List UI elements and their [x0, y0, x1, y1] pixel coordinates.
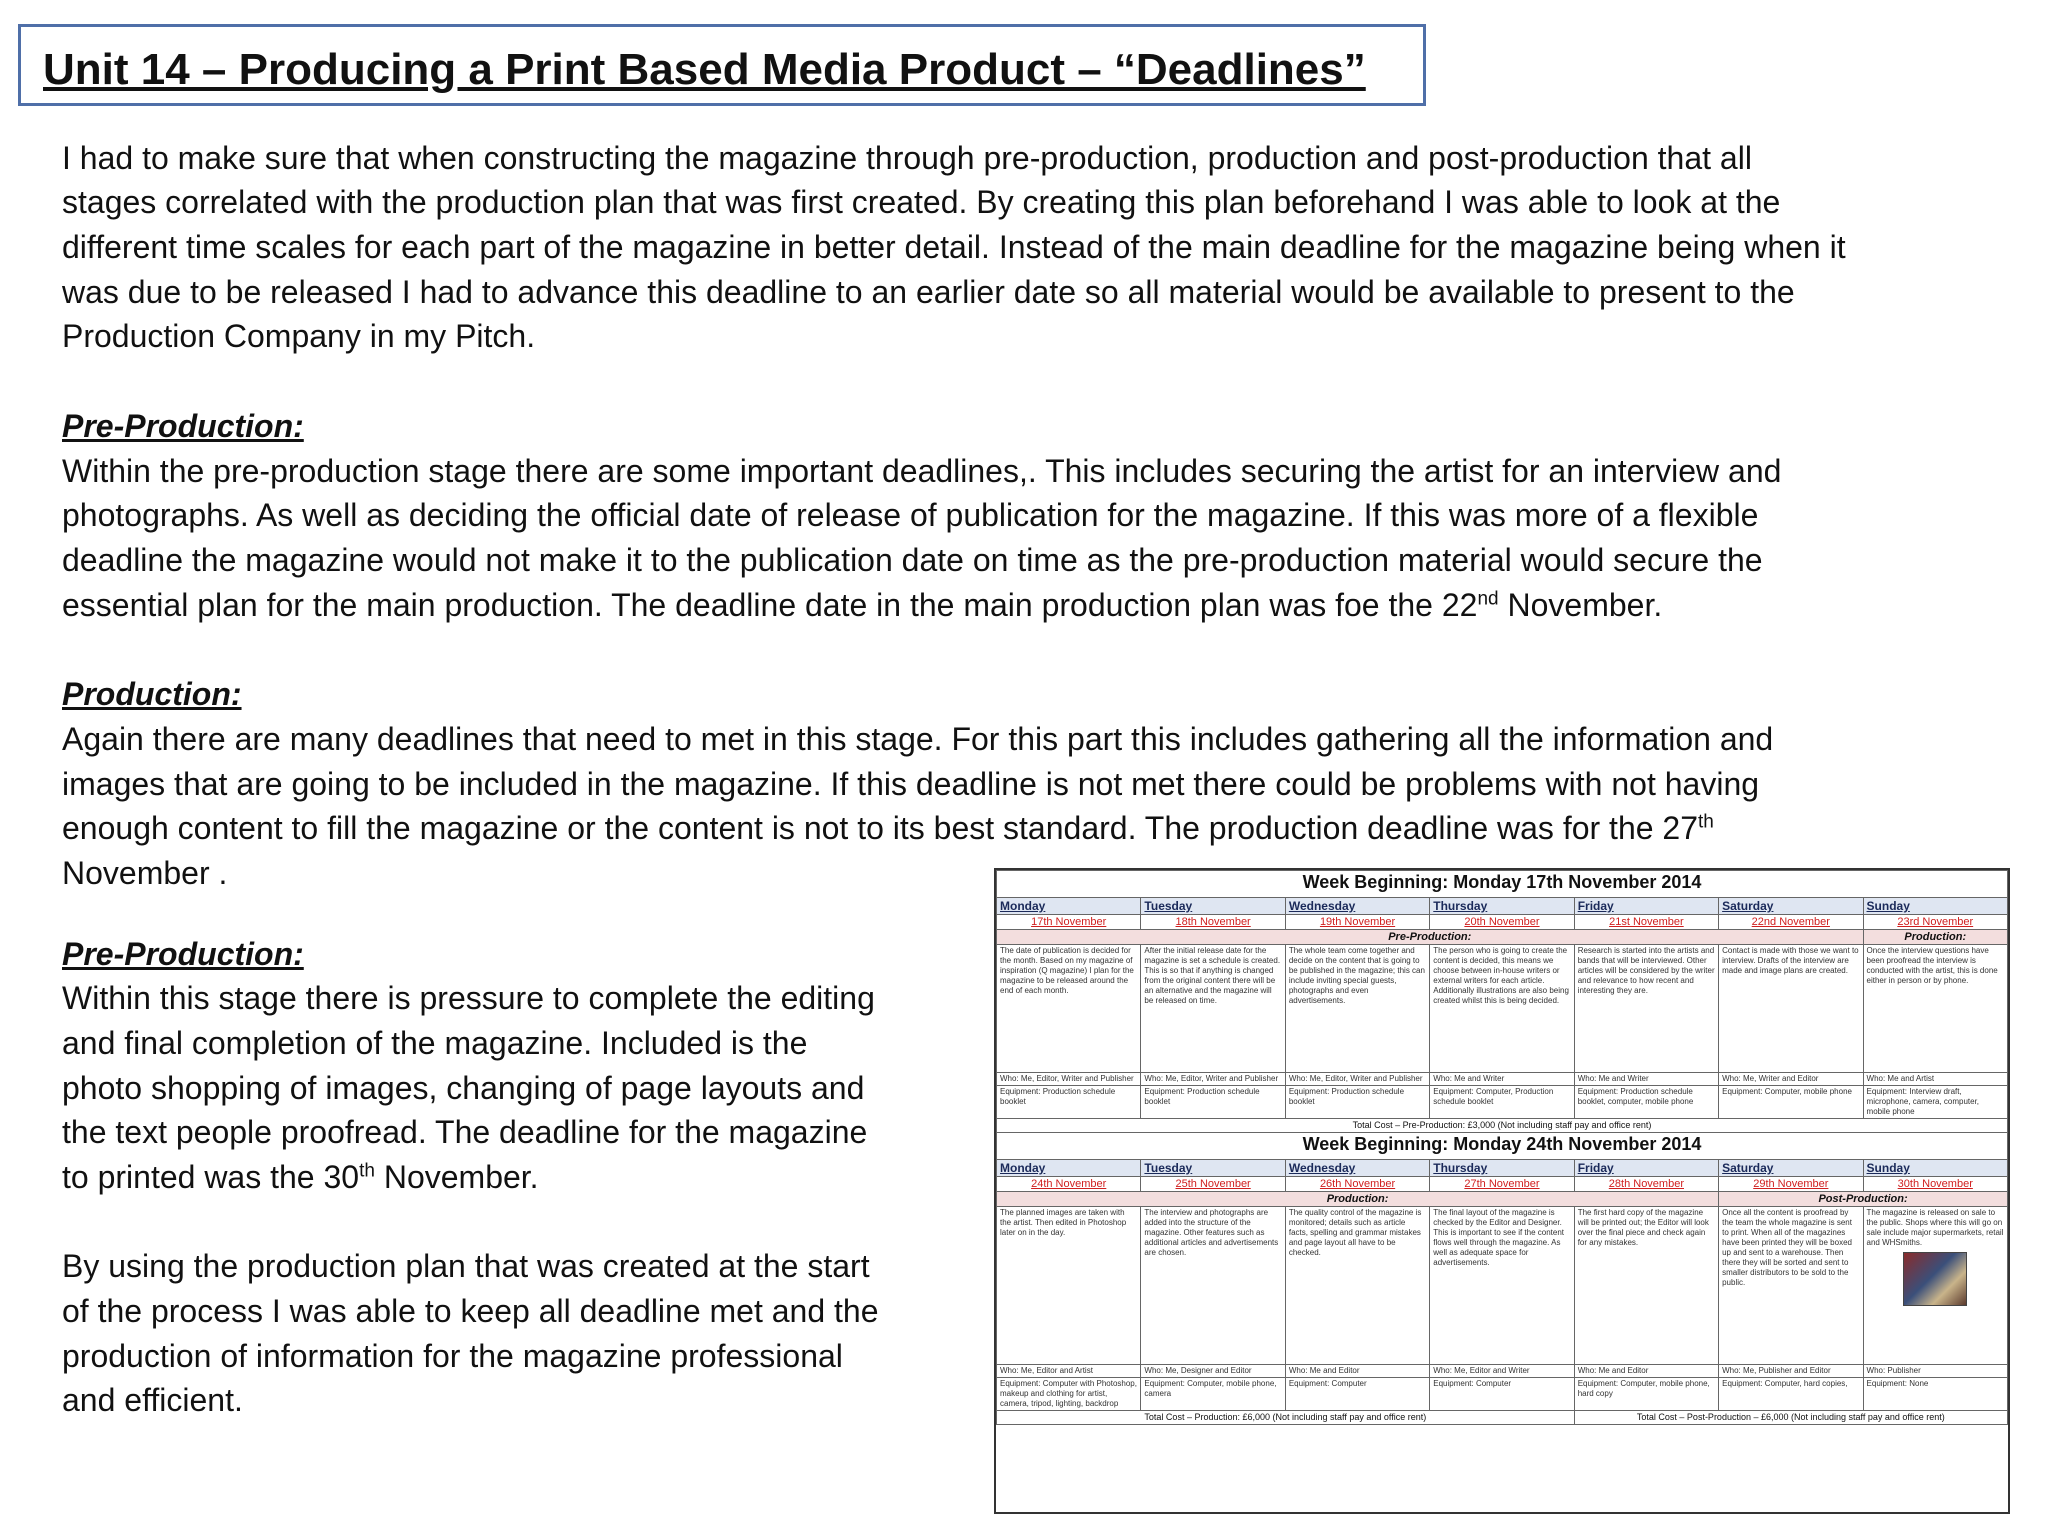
week1-date: 20th November [1430, 915, 1574, 930]
week2-task: The quality control of the magazine is monitored; details such as article facts, spelling and grammar mistakes and page layout all have to be checked. [1285, 1207, 1429, 1365]
week2-who: Who: Me, Designer and Editor [1141, 1365, 1285, 1378]
title-box [18, 24, 1426, 106]
week1-equipment: Equipment: Computer, Production schedule booklet [1430, 1086, 1574, 1119]
week1-equipment: Equipment: Production schedule booklet [1141, 1086, 1285, 1119]
post-section-line: to printed was the 30th November. [62, 1159, 539, 1195]
week1-day: Saturday [1719, 898, 1863, 915]
week1-who: Who: Me, Writer and Editor [1719, 1073, 1863, 1086]
week1-phase-label: Pre-Production: [997, 930, 1864, 945]
production-line: enough content to fill the magazine or the content is not to its best standard. The production deadline was for the 27th [62, 810, 1714, 846]
conclusion-line: production of information for the magazine professional [62, 1338, 843, 1374]
page-title: Unit 14 – Producing a Print Based Media Product – “Deadlines” [43, 45, 1366, 94]
conclusion-line: and efficient. [62, 1382, 243, 1418]
week2-task: The interview and photographs are added into the structure of the magazine. Other features such as additional articles and advertisements are chosen. [1141, 1207, 1285, 1365]
week2-equipment: Equipment: None [1863, 1378, 2007, 1411]
week2-total-cost-post-production: Total Cost – Post-Production – £6,000 (Not including staff pay and office rent) [1574, 1411, 2007, 1425]
week2-task: The planned images are taken with the artist. Then edited in Photoshop later on in the day. [997, 1207, 1141, 1365]
week1-task: The person who is going to create the content is decided, this means we choose between in-house writers or external writers for each article. Additionally illustrations are also being created whilst this is being decided. [1430, 945, 1574, 1073]
week2-who: Who: Me, Publisher and Editor [1719, 1365, 1863, 1378]
week1-table [996, 870, 2008, 1425]
week2-equipment: Equipment: Computer with Photoshop, makeup and clothing for artist, camera, tripod, lighting, backdrop [997, 1378, 1141, 1411]
week2-day: Tuesday [1141, 1160, 1285, 1177]
week1-date: 19th November [1285, 915, 1429, 930]
production-line: November . [62, 855, 228, 891]
week2-day: Monday [997, 1160, 1141, 1177]
pre-production-line: deadline the magazine would not make it to the publication date on time as the pre-production material would secure the [62, 542, 1763, 578]
week1-task: Contact is made with those we want to interview. Drafts of the interview are made and image plans are created. [1719, 945, 1863, 1073]
week2-date: 26th November [1285, 1177, 1429, 1192]
week2-who: Who: Me and Editor [1285, 1365, 1429, 1378]
week1-equipment: Equipment: Interview draft, microphone, camera, computer, mobile phone [1863, 1086, 2007, 1119]
week2-equipment: Equipment: Computer [1285, 1378, 1429, 1411]
week2-day: Saturday [1719, 1160, 1863, 1177]
week1-who: Who: Me, Editor, Writer and Publisher [997, 1073, 1141, 1086]
week2-who: Who: Me, Editor and Writer [1430, 1365, 1574, 1378]
week2-day: Friday [1574, 1160, 1718, 1177]
conclusion-line: By using the production plan that was created at the start [62, 1248, 870, 1284]
production-schedule-table [994, 868, 2010, 1514]
week1-who: Who: Me and Writer [1430, 1073, 1574, 1086]
week1-day: Wednesday [1285, 898, 1429, 915]
pre-production-line: essential plan for the main production. The deadline date in the main production plan was foe the 22nd November. [62, 587, 1663, 623]
week1-total-cost: Total Cost – Pre-Production: £3,000 (Not including staff pay and office rent) [997, 1119, 2008, 1133]
week1-task: The whole team come together and decide on the content that is going to be published in the magazine; this can include inviting special guests, photographs and even advertisements. [1285, 945, 1429, 1073]
week1-date: 22nd November [1719, 915, 1863, 930]
week2-date: 30th November [1863, 1177, 2007, 1192]
week1-who: Who: Me, Editor, Writer and Publisher [1285, 1073, 1429, 1086]
week1-day: Sunday [1863, 898, 2007, 915]
post-section-line: photo shopping of images, changing of page layouts and [62, 1070, 865, 1106]
week2-title: Week Beginning: Monday 24th November 2014 [997, 1133, 2008, 1160]
week1-who: Who: Me and Writer [1574, 1073, 1718, 1086]
week1-date: 18th November [1141, 915, 1285, 930]
week1-equipment: Equipment: Production schedule booklet [997, 1086, 1141, 1119]
pre-production-line: photographs. As well as deciding the official date of release of publication for the magazine. If this was more of a flexible [62, 497, 1759, 533]
week1-equipment: Equipment: Computer, mobile phone [1719, 1086, 1863, 1119]
magazine-photo [1903, 1252, 1967, 1306]
week2-date: 24th November [997, 1177, 1141, 1192]
week2-date: 27th November [1430, 1177, 1574, 1192]
week2-who: Who: Me, Editor and Artist [997, 1365, 1141, 1378]
week1-day: Monday [997, 898, 1141, 915]
week2-phase-label: Production: [997, 1192, 1719, 1207]
post-section-line: and final completion of the magazine. Included is the [62, 1025, 808, 1061]
post-section-heading: Pre-Production: [62, 936, 304, 972]
week1-date: 23rd November [1863, 915, 2007, 930]
week2-task: The final layout of the magazine is checked by the Editor and Designer. This is important to see if the content flows well through the magazine. As well as adequate space for advertisements. [1430, 1207, 1574, 1365]
week2-phase-label: Post-Production: [1719, 1192, 2008, 1207]
week1-title: Week Beginning: Monday 17th November 2014 [997, 871, 2008, 898]
intro-line: Production Company in my Pitch. [62, 318, 536, 354]
production-line: images that are going to be included in the magazine. If this deadline is not met there could be problems with not having [62, 766, 1760, 802]
pre-production-line: Within the pre-production stage there are some important deadlines,. This includes securing the artist for an interview and [62, 453, 1782, 489]
week1-who: Who: Me, Editor, Writer and Publisher [1141, 1073, 1285, 1086]
week1-day: Thursday [1430, 898, 1574, 915]
week1-date: 17th November [997, 915, 1141, 930]
week2-equipment: Equipment: Computer, hard copies, [1719, 1378, 1863, 1411]
production-heading: Production: [62, 676, 242, 712]
week2-task: Once all the content is proofread by the team the whole magazine is sent to print. When all of the magazines have been printed they will be boxed up and sent to a warehouse. Then there they will be sorted and sent to smaller distributors to be sold to the public. [1719, 1207, 1863, 1365]
intro-line: different time scales for each part of the magazine in better detail. Instead of the main deadline for the magazine being when it [62, 229, 1846, 265]
week1-phase-label: Production: [1863, 930, 2007, 945]
week2-task: The magazine is released on sale to the public. Shops where this will go on sale include major supermarkets, retail and WHSmiths. [1866, 1208, 2004, 1247]
week2-who: Who: Publisher [1863, 1365, 2007, 1378]
week2-date: 29th November [1719, 1177, 1863, 1192]
week1-who: Who: Me and Artist [1863, 1073, 2007, 1086]
week2-day: Wednesday [1285, 1160, 1429, 1177]
conclusion-line: of the process I was able to keep all deadline met and the [62, 1293, 879, 1329]
week2-date: 28th November [1574, 1177, 1718, 1192]
week1-equipment: Equipment: Production schedule booklet [1285, 1086, 1429, 1119]
week1-task: Research is started into the artists and bands that will be interviewed. Other articles will be considered by the writer and relevance to how recent and interesting they are. [1574, 945, 1718, 1073]
intro-line: I had to make sure that when constructing the magazine through pre-production, production and post-production that all [62, 140, 1752, 176]
intro-line: stages correlated with the production plan that was first created. By creating this plan beforehand I was able to look at the [62, 184, 1781, 220]
week2-day: Sunday [1863, 1160, 2007, 1177]
week2-total-cost-production: Total Cost – Production: £6,000 (Not including staff pay and office rent) [997, 1411, 1575, 1425]
week2-equipment: Equipment: Computer, mobile phone, hard copy [1574, 1378, 1718, 1411]
week2-day: Thursday [1430, 1160, 1574, 1177]
week2-task: The first hard copy of the magazine will be printed out; the Editor will look over the final piece and check again for any mistakes. [1574, 1207, 1718, 1365]
production-line: Again there are many deadlines that need to met in this stage. For this part this includes gathering all the information and [62, 721, 1774, 757]
week2-equipment: Equipment: Computer, mobile phone, camera [1141, 1378, 1285, 1411]
week1-equipment: Equipment: Production schedule booklet, computer, mobile phone [1574, 1086, 1718, 1119]
week2-who: Who: Me and Editor [1574, 1365, 1718, 1378]
week1-task: The date of publication is decided for the month. Based on my magazine of inspiration (Q magazine) I plan for the magazine to be released around the end of each month. [997, 945, 1141, 1073]
week1-day: Tuesday [1141, 898, 1285, 915]
week2-date: 25th November [1141, 1177, 1285, 1192]
week1-date: 21st November [1574, 915, 1718, 930]
week1-task: After the initial release date for the magazine is set a schedule is created. This is so that if anything is changed from the original content there will be an alternative and the magazine will be released on time. [1141, 945, 1285, 1073]
pre-production-heading: Pre-Production: [62, 408, 304, 444]
week1-day: Friday [1574, 898, 1718, 915]
week2-equipment: Equipment: Computer [1430, 1378, 1574, 1411]
intro-line: was due to be released I had to advance this deadline to an earlier date so all material would be available to present to the [62, 274, 1795, 310]
week2-task-sunday [1863, 1207, 2007, 1365]
week1-task: Once the interview questions have been proofread the interview is conducted with the artist, this is done either in person or by phone. [1863, 945, 2007, 1073]
post-section-line: Within this stage there is pressure to complete the editing [62, 980, 875, 1016]
post-section-line: the text people proofread. The deadline for the magazine [62, 1114, 868, 1150]
